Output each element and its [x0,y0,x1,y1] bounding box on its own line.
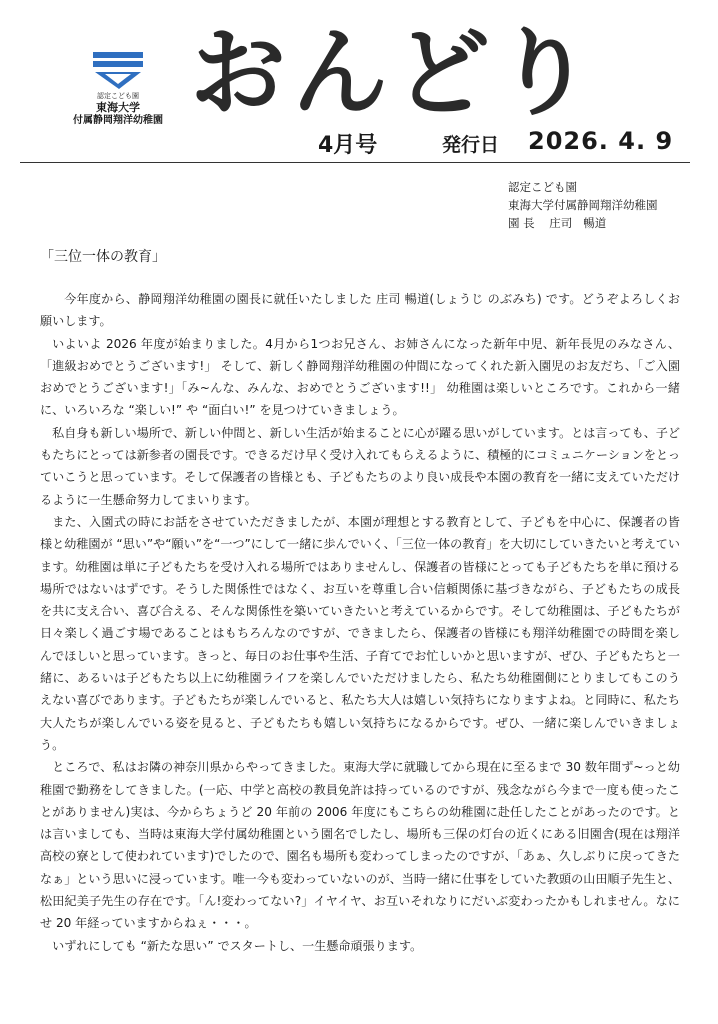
paragraph: いずれにしても “新たな思い” でスタートし、一生懸命頑張ります。 [52,938,423,953]
paragraph: 今年度から、静岡翔洋幼稚園の園長に就任いたしました 庄司 暢道(しょうじ のぶみち) です。どうぞよろしくお願いします。 [40,292,680,329]
kindergarten-logo-mark-icon [89,50,147,90]
signature-line-principal: 園 長 庄司 暢道 [508,216,607,230]
issue-date-label: 発行日 [442,134,500,156]
logo-university-name: 東海大学 [96,101,140,114]
paragraph: また、入園式の時にお話をさせていただきましたが、本園が理想とする教育として、子どもを中心に、保護者の皆様と幼稚園が “思い”や“願い”を“一つ”にして一緒に歩んでいく、「三位一体の教育」を大切にしていきたいと考えています。幼稚園は単に子どもたちを受け入れる場所ではありませんし、保護者の皆様にとっても子どもたちを単に預ける場所ではないはずです。そうした関係性ではなく、お互いを尊重し合い信頼関係に基づきながら、子どもたちの成長を共に支え合い、喜び合える、そんな関係性を築いていきたいと考えているからです。そして幼稚園は、子どもたちが日々楽しく過ごす場であることはもちろんなのですが、できましたら、保護者の皆様にも翔洋幼稚園での時間を楽しんでほしいと思っています。きっと、毎日のお仕事や生活、子育てでお忙しいかと思いますが、ぜひ、子どもたちと一緒に、あるいは子どもたち以上に幼稚園ライフを楽しんでいただけましたら、私たち幼稚園側にとりましてもこのうえない喜びであります。子どもたちが楽しんでいると、私たち大人は嬉しい気持ちになりますよね。と同時に、私たち大人たちが楽しんでいる姿を見ると、子どもたちも嬉しい気持ちになるからです。ぜひ、一緒に楽しんでいきましょう。 [40,514,681,752]
paragraph: 私自身も新しい場所で、新しい仲間と、新しい生活が始まることに心が躍る思いがしています。とは言っても、子どもたちにとっては新参者の園長です。できるだけ早く受け入れてもらえるように、積極的にコミュニケーションをとっていこうと思っています。そして保護者の皆様とも、子どもたちのより良い成長や本園の教育を一緒に支えていただけるように一生懸命努力してまいります。 [40,425,681,507]
signature-line-org: 認定こども園 [508,180,577,194]
header-divider [20,162,690,163]
section-title: 「三位一体の教育」 [40,249,166,265]
paragraph: ところで、私はお隣の神奈川県からやってきました。東海大学に就職してから現在に至るまで 30 数年間ず~っと幼稚園で勤務をしてきました。(一応、中学と高校の教員免許は持っているのですが、残念ながら今まで一度も使ったことがありません)実は、今からちょうど 20 年前の 2006 年度にもこちらの幼稚園に赴任したことがあったのです。とは言いましても、当時は東海大学付属幼稚園という園名でしたし、場所も三保の灯台の近くにある旧園舎(現在は翔洋高校の寮として使われています)でしたので、園名も場所も変わってしまったのですが、「あぁ、久しぶりに戻ってきたなぁ」という思いに浸っています。唯一今も変わっていないのが、当時一緒に仕事をしていた教頭の山田順子先生と、松田紀美子先生の存在です。「ん!変わってない?」イヤイヤ、お互いそれなりにだいぶ変わったかもしれません。なにせ 20 年経っていますからねぇ・・・。 [40,760,680,931]
newsletter-title: おんどり [190,17,598,129]
logo-kindergarten-name: 付属静岡翔洋幼稚園 [73,115,163,126]
kindergarten-logo [58,50,178,127]
author-signature [508,178,658,232]
issue-date-value: 2026. 4. 9 [528,127,674,155]
article-body [40,288,680,957]
logo-small-text: 認定こども園 [97,92,139,100]
issue-label: 4月号 [318,133,378,158]
paragraph: いよいよ 2026 年度が始まりました。4月から1つお兄さん、お姉さんになった新年中児、新年長児のみなさん、「進級おめでとうございます!」 そして、新しく静岡翔洋幼稚園の仲間になってくれた新入園児のお友だち、「ご入園おめでとうございます!」「み~んな、みんな、おめでとうございます!!」 幼稚園は楽しいところです。これから一緒に、いろいろな “楽しい!” や “面白い!” を見つけていきましょう。 [40,336,680,418]
signature-line-school: 東海大学付属静岡翔洋幼稚園 [508,198,658,212]
